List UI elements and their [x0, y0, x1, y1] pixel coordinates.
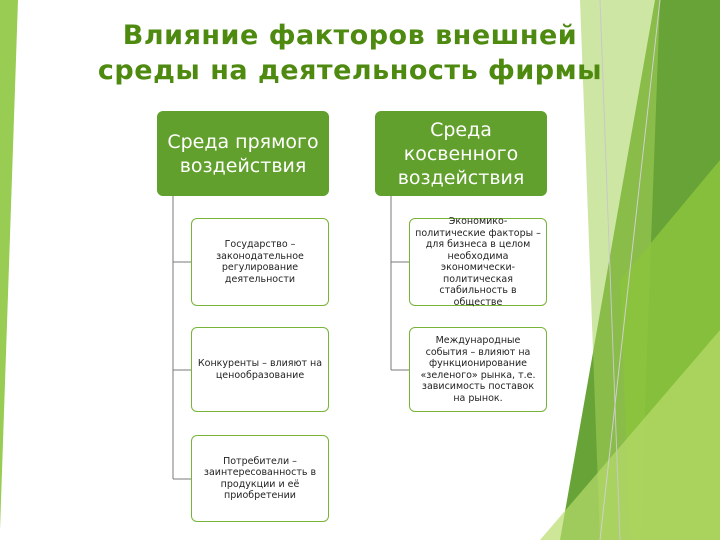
- item-international-events-text: Международные события – влияют на функционирование «зеленого» рынка, т.е. зависимость поставок на рынок.: [420, 335, 536, 404]
- item-state-text: Государство – законодательное регулирование деятельности: [216, 239, 304, 285]
- item-competitors-text: Конкуренты – влияют на ценообразование: [197, 358, 323, 381]
- item-economic-political: [409, 218, 547, 306]
- item-competitors: [191, 327, 329, 412]
- header-direct-impact: [157, 111, 329, 196]
- item-state: [191, 218, 329, 306]
- header-indirect-impact: [375, 111, 547, 196]
- item-economic-political-text: Экономико-политические факторы – для бизнеса в целом необходима экономически-политическая стабильность в обществе: [415, 216, 541, 308]
- item-international-events: [409, 327, 547, 412]
- header-indirect-impact-label: Среда косвенного воздействия: [397, 118, 525, 189]
- header-direct-impact-label: Среда прямого воздействия: [167, 130, 319, 177]
- slide-title: Влияние факторов внешней среды на деятельность фирмы: [97, 20, 603, 86]
- item-consumers: [191, 435, 329, 522]
- item-consumers-text: Потребители – заинтересованность в продукции и её приобретении: [203, 455, 317, 501]
